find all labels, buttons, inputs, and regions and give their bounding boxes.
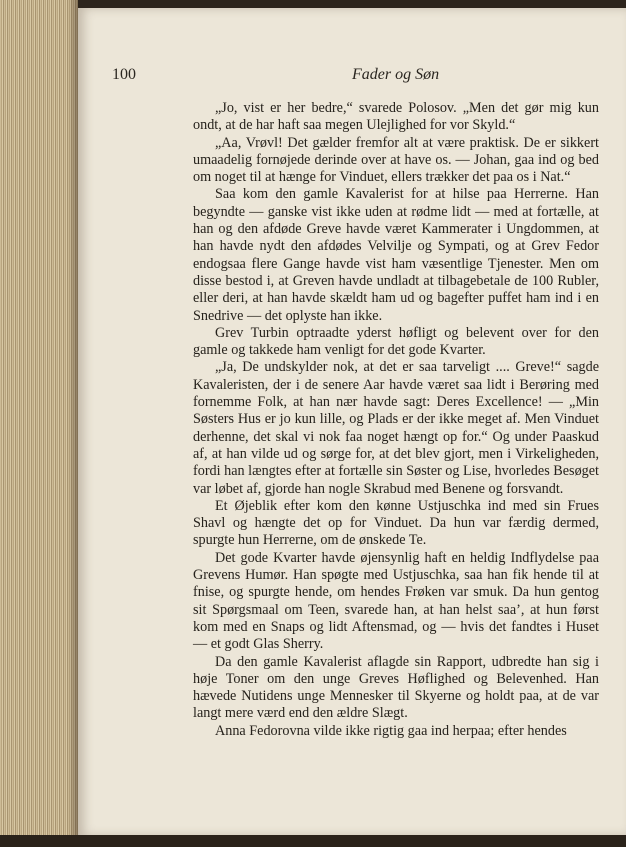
body-text [193, 100, 599, 740]
paragraph: Grev Turbin optraadte yderst høfligt og belevent over for den gamle og takkede ham venligt for det gode Kvarter. [193, 324, 599, 359]
paragraph: „Jo, vist er her bedre,“ svarede Polosov. „Men det gør mig kun ondt, at de har haft saa megen Ulejlighed for vor Skyld.“ [193, 100, 599, 134]
paragraph: Da den gamle Kavalerist aflagde sin Rapport, udbredte han sig i høje Toner om den unge Greves Høflighed og Belevenhed. Han hævede Nutidens unge Mennesker til Skyerne og holdt paa, at de var langt mere værd end den ældre Slægt. [193, 653, 599, 722]
bottom-shadow [0, 835, 626, 847]
paragraph: Det gode Kvarter havde øjensynlig haft en heldig Indflydelse paa Grevens Humør. Han spøgte med Ustjuschka, saa han fik hende til at fnise, og spurgte hende, om hendes Frøken var smuk. Da hun gentog sit Spørgsmaal om Teen, svarede han, at han helst saa’, at hun først kom med en Snaps og lidt Aftensmad, og — hvis det fandtes i Huset — et godt Glas Sherry. [193, 549, 599, 653]
running-title: Fader og Søn [352, 66, 440, 83]
paragraph: Saa kom den gamle Kavalerist for at hilse paa Herrerne. Han begyndte — ganske vist ikke uden at rødme lidt — med at fortælle, at han og den afdøde Greve havde været Kammerater i Ungdommen, at han havde nydt den afdødes Velvilje og Sympati, og at Grev Fedor endogsaa flere Gange havde vist ham væsentlige Tjenester. Men om disse bestod i, at Greven havde undladt at tilbagebetale de 100 Rubler, eller deri, at han havde skældt ham ud og bagefter puffet ham ind i en Snedrive — det oplyste han ikke. [193, 186, 599, 324]
paragraph: „Ja, De undskylder nok, at det er saa tarveligt .... Greve!“ sagde Kavaleristen, der i de senere Aar havde været saa lidt i Berøring med fornemme Folk, at han nær havde sagt: Deres Excellence! — „Min Søsters Hus er jo kun lille, og Plads er der ikke meget af. Men Vinduet derhenne, det skal vi nok faa noget hængt op for.“ Og under Paaskud af, at han vilde ud og sørge for, at det blev gjort, men i Virkeligheden, fordi han længtes efter at fortælle sin Søster og Lise, hvorledes Besøget var løbet af, gjorde han nogle Skrabud med Benene og forsvandt. [193, 359, 599, 497]
page-edges [0, 0, 78, 847]
page-header [112, 66, 602, 88]
page-number: 100 [112, 66, 136, 83]
paragraph: Anna Fedorovna vilde ikke rigtig gaa ind herpaa; efter hendes [215, 722, 567, 739]
paragraph: „Aa, Vrøvl! Det gælder fremfor alt at være praktisk. De er sikkert umaadelig fornøjede derinde over at have os. — Johan, gaa ind og bed om noget til at hænge for Vinduet, ellers trækker det paa os i Nat.“ [193, 134, 599, 186]
paragraph: Et Øjeblik efter kom den kønne Ustjuschka ind med sin Frues Shavl og hængte det op for Vinduet. Da hun var færdig dermed, spurgte hun Herrerne, om de ønskede Te. [193, 497, 599, 549]
